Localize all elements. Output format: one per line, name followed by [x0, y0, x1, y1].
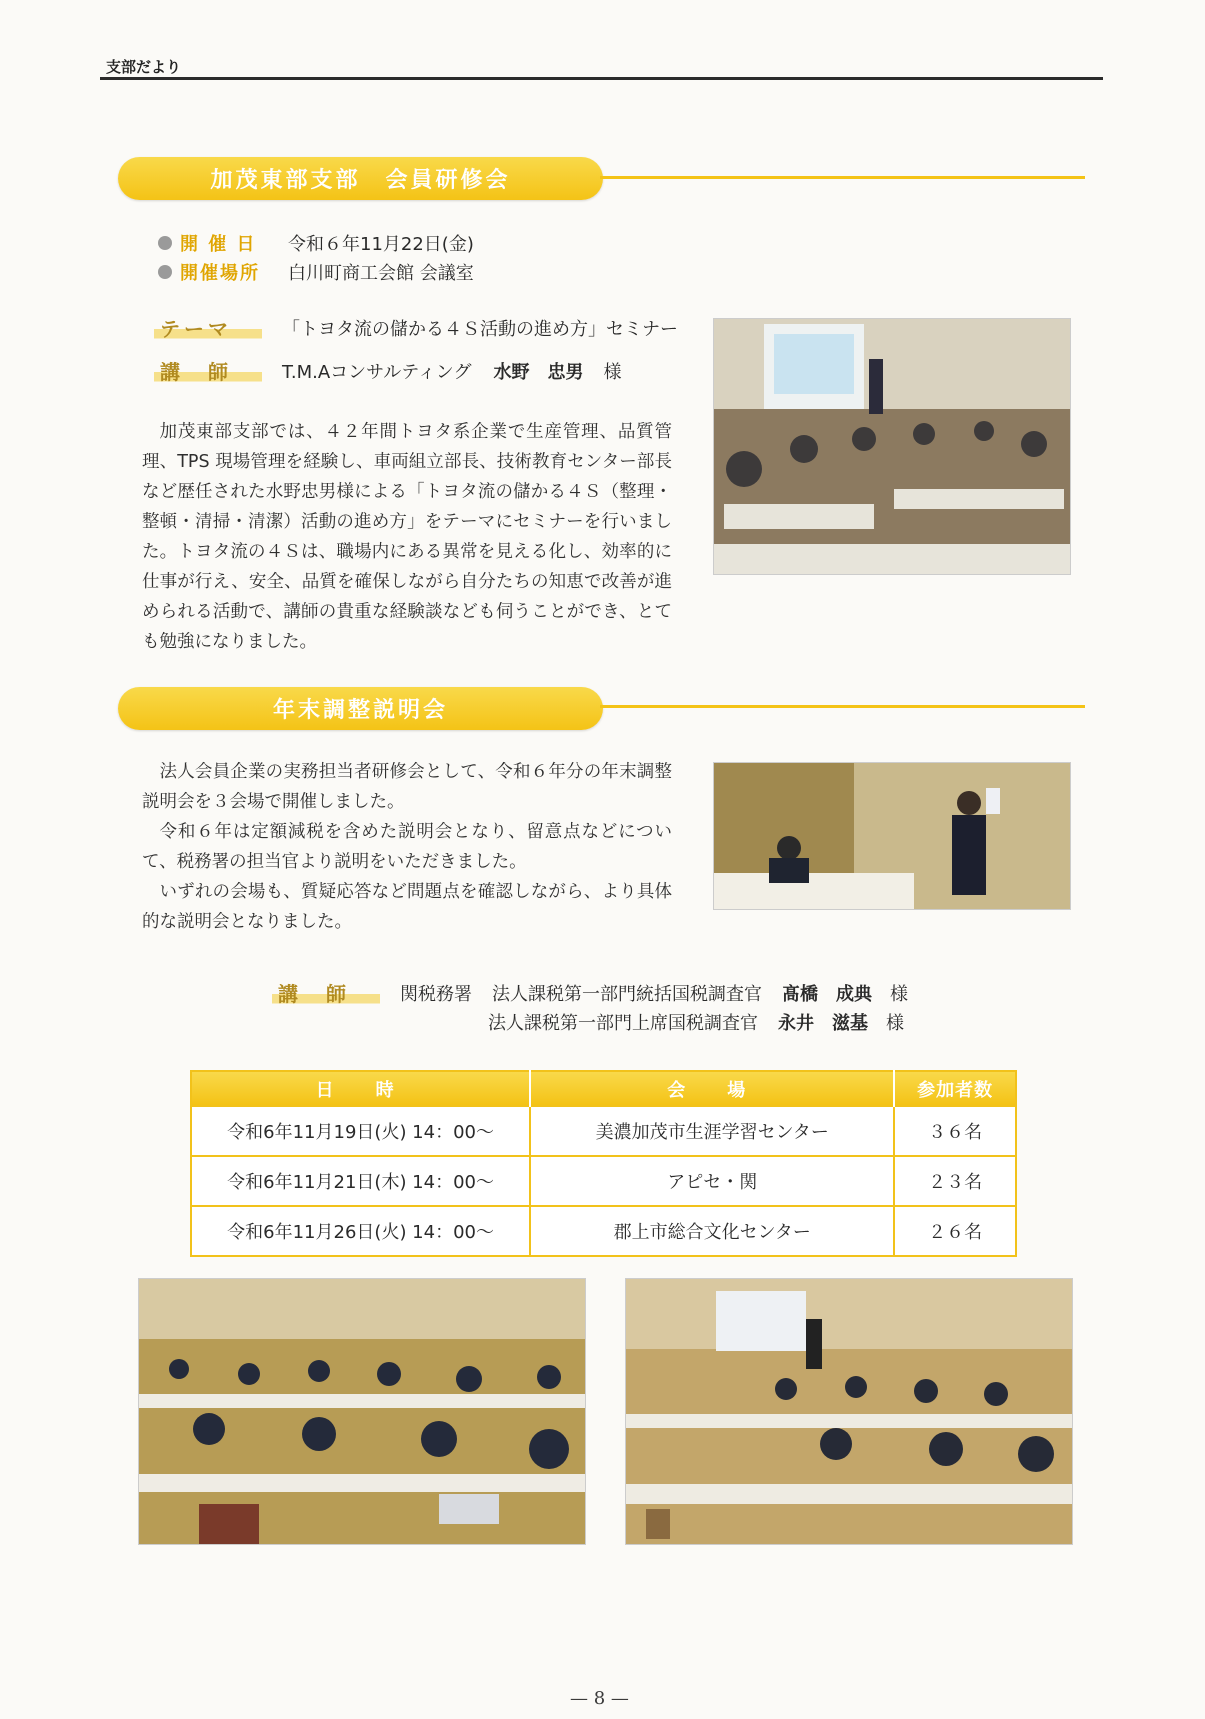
tax-office: 関税務署 — [400, 983, 472, 1005]
table-header-row — [191, 1071, 1016, 1106]
bullet-icon — [158, 236, 172, 250]
cell-datetime: 令和6年11月19日(火) 14：00～ — [191, 1106, 530, 1156]
lecturer-title: 法人課税第一部門統括国税調査官 — [492, 983, 762, 1005]
bullet-icon — [158, 265, 172, 279]
cell-venue: アピセ・関 — [530, 1156, 894, 1206]
table-row — [191, 1156, 1016, 1206]
lecturer-name: 髙橋 成典 — [782, 983, 872, 1005]
section1-venue-row — [158, 259, 474, 285]
section2-lecturer-row1 — [272, 978, 908, 1007]
session-photo-left — [138, 1278, 586, 1545]
cell-datetime: 令和6年11月26日(火) 14：00～ — [191, 1206, 530, 1256]
section2-paragraph: 令和６年は定額減税を含めた説明会となり、留意点などについて、税務署の担当官より説明をいただきました。 — [142, 822, 672, 872]
seminar-photo — [713, 318, 1071, 575]
section1-body-paragraph: 加茂東部支部では、４２年間トヨタ系企業で生産管理、品質管理、TPS 現場管理を経験し、車両組立部長、技術教育センター部長など歴任された水野忠男様による「トヨタ流の儲かる４Ｓ（整理・整頓・清掃・清潔）活動の進め方」をテーマにセミナーを行いました。トヨタ流の４Ｓは、職場内にある異常を見える化し、効率的に仕事が行え、安全、品質を確保しながら自分たちの知恵で改善が進められる活動で、講師の貴重な経験談なども伺うことができ、とても勉強になりました。 — [142, 422, 672, 652]
section2-body — [142, 757, 672, 937]
table-row — [191, 1106, 1016, 1156]
cell-count: ２３名 — [894, 1156, 1016, 1206]
session-photo-left-illustration — [139, 1279, 585, 1544]
section1-body — [142, 417, 672, 657]
lecturer-label: 講 師 — [154, 356, 262, 385]
lecturer-suffix: 様 — [886, 1013, 904, 1034]
lecturer-name: 永井 滋基 — [778, 1013, 868, 1034]
section2-banner — [118, 687, 603, 730]
lecturer-suffix: 様 — [603, 361, 622, 383]
schedule-table — [190, 1070, 1017, 1257]
lecturer-org: T.M.Aコンサルティング — [282, 361, 472, 383]
section1-lecturer-row — [154, 356, 621, 385]
section2-lecturer-label: 講 師 — [272, 978, 380, 1007]
section1-theme-row — [154, 313, 678, 342]
cell-datetime: 令和6年11月21日(木) 14：00～ — [191, 1156, 530, 1206]
date-value: 令和６年11月22日(金) — [288, 234, 474, 255]
lecturer-name: 水野 忠男 — [493, 361, 584, 383]
header-rule — [100, 77, 1103, 80]
section2-paragraph: 法人会員企業の実務担当者研修会として、令和６年分の年末調整説明会を３会場で開催しました。 — [142, 762, 672, 812]
session-photo-right — [625, 1278, 1073, 1545]
header-datetime: 日 時 — [191, 1071, 530, 1106]
section2-banner-line — [600, 705, 1085, 708]
section1-title: 加茂東部支部 会員研修会 — [210, 168, 511, 193]
lecturer-title: 法人課税第一部門上席国税調査官 — [488, 1013, 758, 1034]
lecturer-suffix: 様 — [890, 983, 908, 1005]
cell-venue: 美濃加茂市生涯学習センター — [530, 1106, 894, 1156]
session-photo-right-illustration — [626, 1279, 1072, 1544]
date-label: 開 催 日 — [180, 234, 257, 255]
venue-value: 白川町商工会館 会議室 — [288, 263, 474, 284]
speaker-photo-illustration — [714, 763, 1070, 909]
page-number: — 8 — — [570, 1688, 629, 1709]
header-venue: 会 場 — [530, 1071, 894, 1106]
theme-value: 「トヨタ流の儲かる４Ｓ活動の進め方」セミナー — [282, 318, 678, 340]
header-count: 参加者数 — [894, 1071, 1016, 1106]
cell-count: ２６名 — [894, 1206, 1016, 1256]
section2-title: 年末調整説明会 — [272, 698, 448, 723]
section1-banner — [118, 157, 603, 200]
table-row — [191, 1206, 1016, 1256]
section1-banner-line — [600, 176, 1085, 179]
theme-label: テーマ — [154, 313, 262, 342]
section2-paragraph: いずれの会場も、質疑応答など問題点を確認しながら、より具体的な説明会となりました。 — [142, 882, 672, 932]
seminar-photo-illustration — [714, 319, 1070, 574]
section1-date-row — [158, 230, 474, 256]
section2-lecturer-row2 — [488, 1009, 904, 1035]
venue-label: 開催場所 — [180, 263, 260, 284]
speaker-photo — [713, 762, 1071, 910]
cell-venue: 郡上市総合文化センター — [530, 1206, 894, 1256]
cell-count: ３６名 — [894, 1106, 1016, 1156]
page-header-label: 支部だより — [106, 58, 182, 76]
